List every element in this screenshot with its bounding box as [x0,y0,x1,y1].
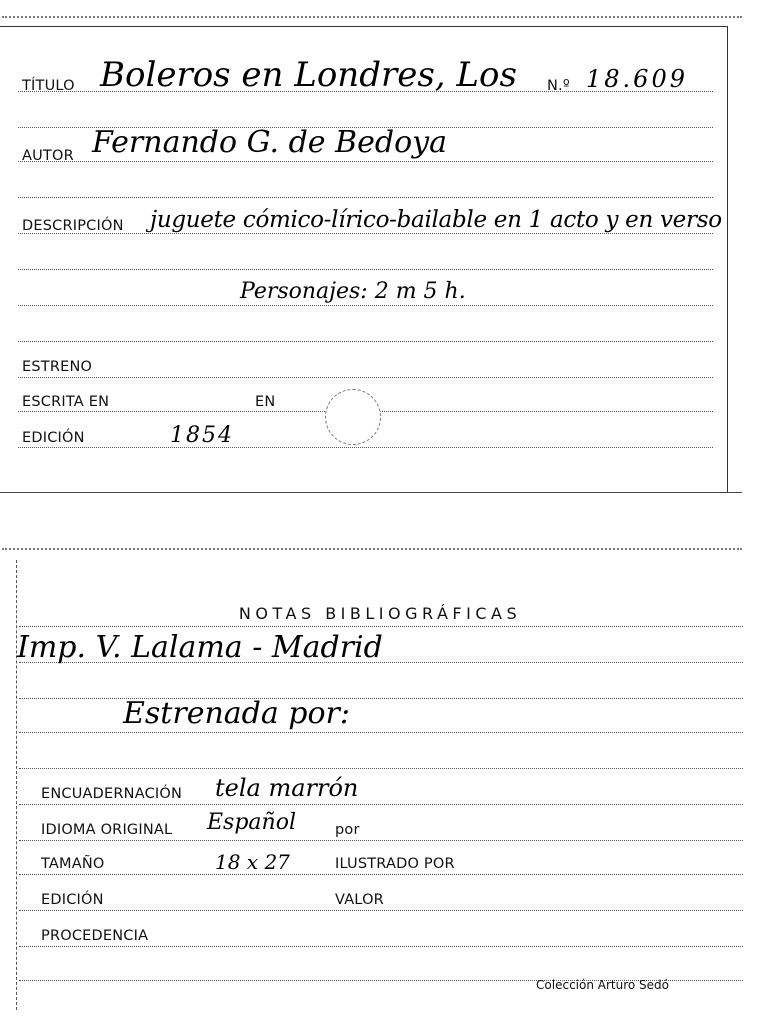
idioma-label: IDIOMA ORIGINAL [41,822,173,838]
edicion-value: 1854 [170,423,234,448]
edicion-label: EDICIÓN [22,430,85,446]
titulo-value: Boleros en Londres, Los [100,55,517,95]
ruled-line [19,910,743,911]
collection-stamp: Colección Arturo Sedó [536,978,669,992]
back-card-torn-edge [2,548,742,550]
descripcion-value-line2: Personajes: 2 m 5 h. [240,279,466,304]
notas-heading: NOTAS BIBLIOGRÁFICAS [238,604,522,623]
ilustrado-label: ILUSTRADO POR [335,856,455,872]
ruled-line [19,768,743,769]
ruled-line [18,269,713,270]
ruled-line [18,447,713,448]
ruled-line [19,626,743,627]
punch-hole-icon [325,389,381,445]
idioma-value: Español [207,810,296,835]
ruled-line [18,341,713,342]
estreno-label: ESTRENO [22,359,93,375]
card-bottom-edge [0,492,742,493]
ruled-line [18,197,713,198]
autor-value: Fernando G. de Bedoya [92,125,447,160]
encuadernacion-value: tela marrón [215,774,359,802]
por-label: por [335,822,360,838]
encuadernacion-label: ENCUADERNACIÓN [41,786,183,802]
descripcion-label: DESCRIPCIÓN [22,218,124,234]
ruled-line [19,732,743,733]
numero-label: N.º [547,78,570,94]
notes-line-2: Estrenada por: [123,696,350,731]
procedencia-label: PROCEDENCIA [41,928,149,944]
descripcion-value: juguete cómico-lírico-bailable en 1 acto y en verso [150,207,722,233]
ruled-line [18,305,713,306]
ruled-line [18,161,713,162]
notes-line-1: Imp. V. Lalama - Madrid [17,630,383,665]
en-label: EN [255,394,276,410]
catalog-card-front [0,26,728,493]
tamano-label: TAMAÑO [41,856,105,872]
front-card-torn-edge [2,16,742,18]
ruled-line [18,377,713,378]
numero-value: 18.609 [586,65,688,93]
ruled-line [19,946,743,947]
ruled-line [19,840,743,841]
escrita-en-label: ESCRITA EN [22,394,110,410]
valor-label: VALOR [335,892,384,908]
catalog-card-back [16,560,743,1010]
autor-label: AUTOR [22,148,74,164]
titulo-label: TÍTULO [22,78,75,94]
ruled-line [19,874,743,875]
ruled-line [19,804,743,805]
tamano-value: 18 x 27 [215,850,290,874]
edicion-label-back: EDICIÓN [41,892,104,908]
